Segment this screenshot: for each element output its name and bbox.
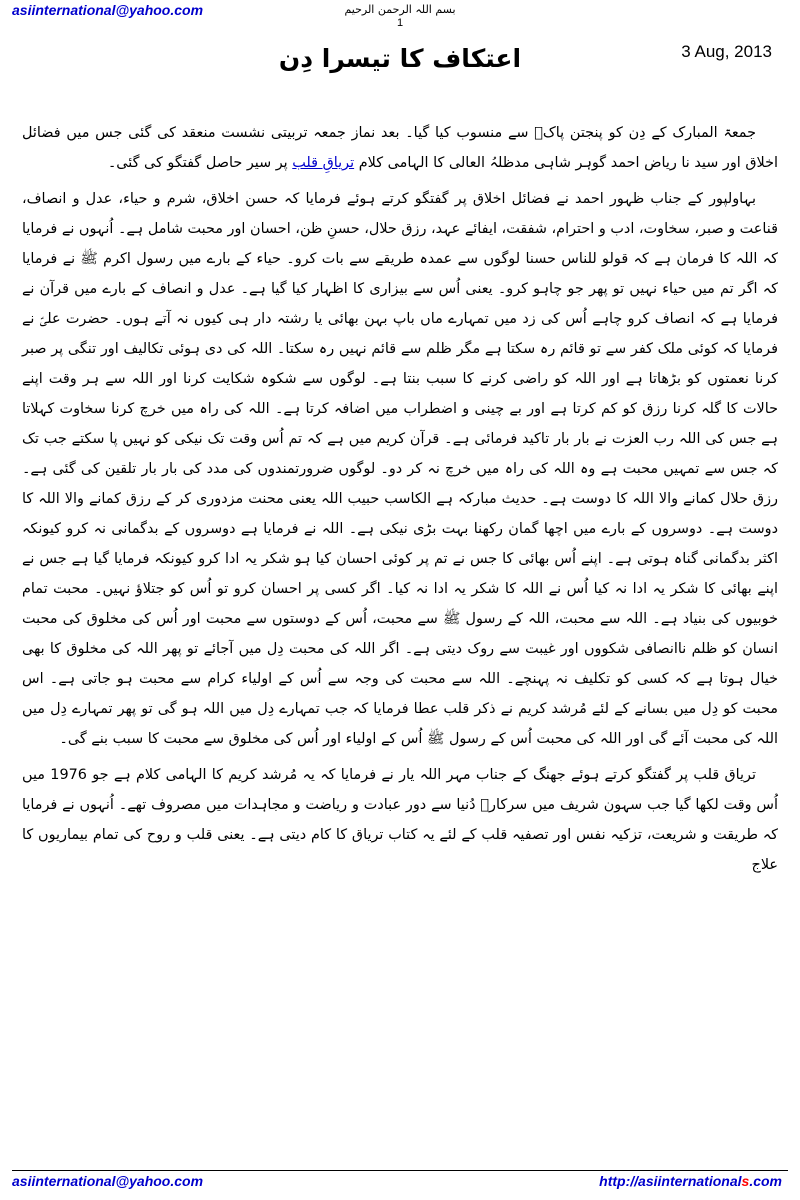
article-body <box>22 118 778 886</box>
footer-url-part-2: .com <box>749 1173 782 1189</box>
footer-email-link[interactable]: asiinternational@yahoo.com <box>12 1173 204 1189</box>
footer-url-part-1: http://asiinternational <box>599 1173 742 1189</box>
paragraph-intro-text-after: پر سیر حاصل گفتگو کی گئی۔ <box>107 155 293 171</box>
bismillah-heading: بسم اللہ الرحمن الرحیم <box>344 3 456 16</box>
paragraph-intro <box>22 118 778 178</box>
paragraph-tiryaq: تریاق قلب پر گفتگو کرتے ہوئے جھنگ کے جناب مہر اللہ یار نے فرمایا کہ یہ مُرشد کریم کا الہامی کلام ہے جو 1976 میں اُس وقت لکھا گیا جب سہون شریف میں سرکارؒ دُنیا سے دور عبادت و ریاضت و مجاہدات میں مصروف تھے۔ اُنہوں نے فرمایا کہ طریقت و شریعت، تزکیہ نفس اور تصفیہ قلب کے لئے یہ کتاب تریاق کا کام دیتی ہے۔ یعنی قلب و روح کی تمام بیماریوں کا علاج <box>22 767 778 873</box>
article-date: 3 Aug, 2013 <box>681 42 772 61</box>
footer-divider <box>12 1170 788 1171</box>
article-title: اعتکاف کا تیسرا دِن <box>278 44 522 73</box>
footer-website-link[interactable] <box>599 1173 782 1189</box>
paragraph-intro-text-before: جمعۃ المبارک کے دِن کو پنجتن پاکؑ سے منسوب کیا گیا۔ بعد نماز جمعہ تربیتی نشست منعقد کی گئی جس میں فضائل اخلاق اور سید نا ریاض احمد گوہر شاہی مدظلہُ العالی کا الہامی کلام <box>22 125 778 171</box>
footer-url-highlight: s <box>741 1173 750 1189</box>
paragraph-akhlaq: بہاولپور کے جناب ظہور احمد نے فضائل اخلاق پر گفتگو کرتے ہوئے فرمایا کہ حسن اخلاق، شرم و حیاء، عدل و انصاف، قناعت و صبر، سخاوت، ادب و احترام، شفقت، ایفائے عہد، رزق حلال، حسنِ ظن، احسان اور محبت شامل ہے۔ اُنہوں نے فرمایا کہ اللہ کا فرمان ہے کہ قولو للناس حسنا لوگوں سے عمدہ طریقے سے بات کرو۔ حیاء کے بارے میں رسول اکرم ﷺ نے فرمایا کہ اگر تم میں حیاء نہیں تو پھر جو چاہو کرو۔ یعنی اُس سے بیزاری کا اظہار کیا گیا ہے۔ عدل و انصاف کے بارے میں قرآن نے فرمایا ہے کہ انصاف کرو چاہے اُس کی زد میں تمہارے ماں باپ بہن بھائی یا رشتہ دار ہی کیوں نہ آتے ہوں۔ حضرت علیؑ نے فرمایا کہ کوئی ملک کفر سے تو قائم رہ سکتا ہے مگر ظلم سے قائم نہیں رہ سکتا۔ اللہ کی دی ہوئی تکالیف اور تنگی پر صبر کرنا نعمتوں کو بڑھاتا ہے اور اللہ کو راضی کرنے کا سبب بنتا ہے۔ لوگوں سے شکوہ شکایت کرنا اور اللہ سے ہر وقت اپنے حالات کا گلہ کرنا رزق کو کم کرتا ہے اور بے چینی و اضطراب میں اضافہ کرتا ہے۔ اللہ کی راہ میں خرچ کرنا سخاوت کہلاتا ہے جس کی اللہ رب العزت نے بار بار تاکید فرمائی ہے۔ قرآن کریم میں ہے کہ تم اُس وقت تک نیکی کو نہیں پا سکتے جب تک کہ جس سے تمہیں محبت ہے وہ اللہ کی راہ میں خرچ نہ کر دو۔ لوگوں ضرورتمندوں کی مدد کی بار بار تلقین کی گئی ہے۔ رزق حلال کمانے والا اللہ کا دوست ہے۔ حدیث مبارکہ ہے الکاسب حبیب اللہ یعنی محنت مزدوری کر کے رزق کمانے والا اللہ کا دوست ہے۔ دوسروں کے بارے میں اچھا گمان رکھنا بہت بڑی نیکی ہے۔ اللہ نے فرمایا ہے دوسروں کے بدگمانی نہ کرو کیونکہ اکثر بدگمانی گناہ ہوتی ہے۔ اپنے اُس بھائی کا جس نے تم پر کوئی احسان کیا ہو شکر یہ ادا کرو کیونکہ فرمایا گیا ہے جس نے اپنے بھائی کا شکر یہ ادا نہ کیا اُس نے اللہ کا شکر یہ ادا نہ کیا۔ اگر کسی پر احسان کرو تو اُس کو جتلاؤ نہیں۔ محبت تمام خوبیوں کی بنیاد ہے۔ اللہ سے محبت، اللہ کے رسول ﷺ سے محبت، اُس کے دوستوں سے محبت اور اُس کی مخلوق کی محبت انسان کو ظلم ناانصافی شکووں اور غیبت سے روک دیتی ہے۔ اگر اللہ کی محبت دِل میں آجائے تو پھر اللہ کی مخلوق کا بھی خیال ہوتا ہے کہ کسی کو تکلیف نہ پہنچے۔ اللہ سے محبت کی وجہ سے اُس کے اولیاء کرام سے محبت ہو جاتی ہے۔ اس محبت کو دِل میں بسانے کے لئے مُرشد کریم نے ذکر قلب عطا فرمایا کہ جب تمہارے دِل میں اللہ ہو گی تو پھر تمہارے دِل میں اللہ کی محبت آئے گی اور اللہ کی محبت اُس کے رسول ﷺ اُس کے اولیاء اور اُس کی مخلوق سے محبت کا سبب بنے گی۔ <box>22 191 778 747</box>
page-number: 1 <box>396 17 404 29</box>
book-title-link[interactable]: تریاقِ قلب <box>292 155 355 171</box>
header-email-link[interactable]: asiinternational@yahoo.com <box>12 2 204 18</box>
